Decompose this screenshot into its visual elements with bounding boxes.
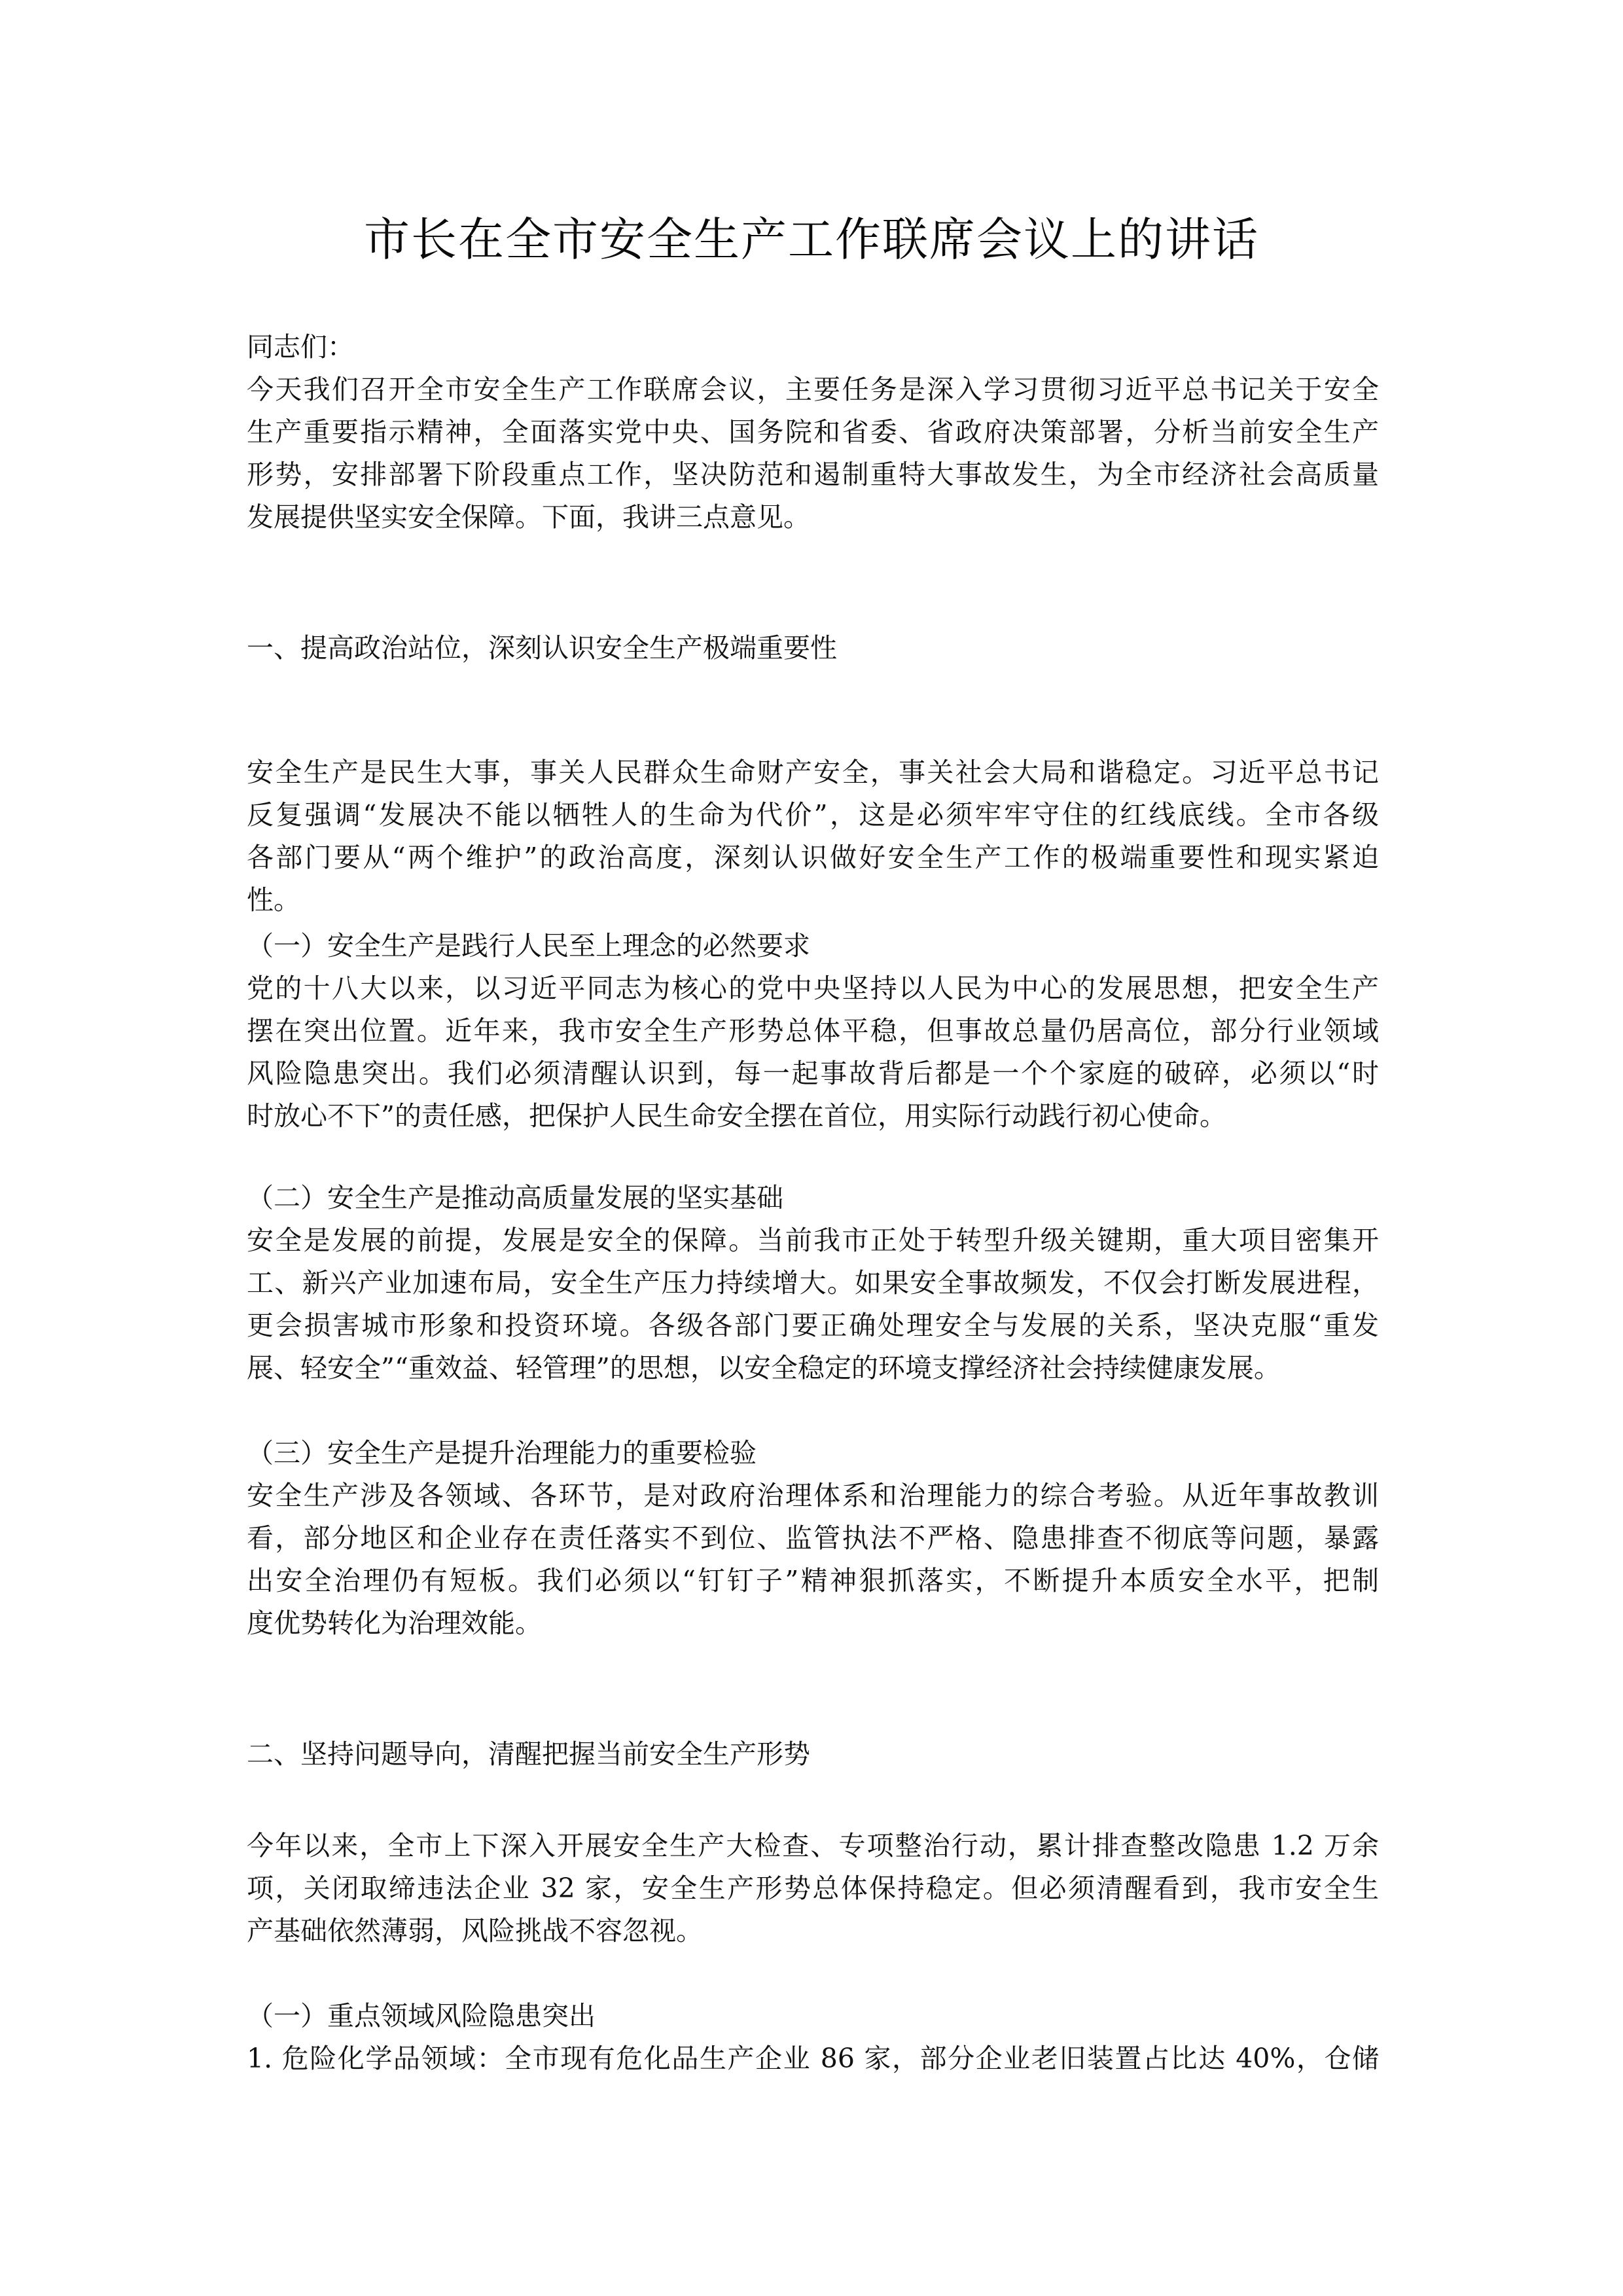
- subsection-2-1-heading: （一）重点领域风险隐患突出: [247, 2000, 596, 2032]
- subsection-1-1-heading: （一）安全生产是践行人民至上理念的必然要求: [247, 930, 810, 961]
- paragraph-line: 1. 危险化学品领域：全市现有危化品生产企业 86 家，部分企业老旧装置占比达 40%，仓储: [247, 2043, 1379, 2074]
- paragraph-line: 形势，安排部署下阶段重点工作，坚决防范和遏制重特大事故发生，为全市经济社会高质量: [247, 459, 1379, 490]
- document-title: 市长在全市安全生产工作联席会议上的讲话: [364, 213, 1259, 266]
- paragraph-line: 生产重要指示精神，全面落实党中央、国务院和省委、省政府决策部署，分析当前安全生产: [247, 416, 1379, 448]
- subsection-1-2-paragraph: [247, 1219, 1379, 1390]
- paragraph-line: 工、新兴产业加速布局，安全生产压力持续增大。如果安全事故频发，不仅会打断发展进程，: [247, 1267, 1379, 1299]
- section-1-paragraph: [247, 751, 1379, 922]
- paragraph-line: 产基础依然薄弱，风险挑战不容忽视。: [247, 1915, 703, 1946]
- paragraph-line: 党的十八大以来，以习近平同志为核心的党中央坚持以人民为中心的发展思想，把安全生产: [247, 973, 1379, 1004]
- paragraph-line: 安全生产是民生大事，事关人民群众生命财产安全，事关社会大局和谐稳定。习近平总书记: [247, 757, 1379, 788]
- paragraph-line: 度优势转化为治理效能。: [247, 1607, 542, 1639]
- section-1-heading: 一、提高政治站位，深刻认识安全生产极端重要性: [247, 632, 837, 664]
- paragraph-line: 发展提供坚实安全保障。下面，我讲三点意见。: [247, 501, 810, 533]
- salutation: 同志们：: [247, 331, 354, 363]
- paragraph-line: 展、轻安全”“重效益、轻管理”的思想，以安全稳定的环境支撑经济社会持续健康发展。: [247, 1352, 1281, 1384]
- paragraph-line: 安全生产涉及各领域、各环节，是对政府治理体系和治理能力的综合考验。从近年事故教训: [247, 1480, 1379, 1511]
- paragraph-line: 反复强调“发展决不能以牺牲人的生命为代价”，这是必须牢牢守住的红线底线。全市各级: [247, 799, 1379, 831]
- subsection-1-1-paragraph: [247, 967, 1379, 1138]
- subsection-1-3-paragraph: [247, 1475, 1379, 1645]
- paragraph-line: 各部门要从“两个维护”的政治高度，深刻认识做好安全生产工作的极端重要性和现实紧迫: [247, 842, 1379, 873]
- subsection-1-2-heading: （二）安全生产是推动高质量发展的坚实基础: [247, 1182, 783, 1213]
- paragraph-line: 项，关闭取缔违法企业 32 家，安全生产形势总体保持稳定。但必须清醒看到，我市安全生: [247, 1873, 1379, 1904]
- paragraph-line: 安全是发展的前提，发展是安全的保障。当前我市正处于转型升级关键期，重大项目密集开: [247, 1225, 1379, 1256]
- paragraph-line: 看，部分地区和企业存在责任落实不到位、监管执法不严格、隐患排查不彻底等问题，暴露: [247, 1522, 1379, 1554]
- paragraph-line: 性。: [247, 884, 300, 916]
- paragraph-line: 今天我们召开全市安全生产工作联席会议，主要任务是深入学习贯彻习近平总书记关于安全: [247, 374, 1379, 405]
- paragraph-line: 摆在突出位置。近年来，我市安全生产形势总体平稳，但事故总量仍居高位，部分行业领域: [247, 1015, 1379, 1047]
- paragraph-line: 时放心不下”的责任感，把保护人民生命安全摆在首位，用实际行动践行初心使命。: [247, 1100, 1226, 1132]
- intro-paragraph: [247, 368, 1379, 539]
- subsection-2-1-paragraph: [247, 2037, 1379, 2080]
- section-2-heading: 二、坚持问题导向，清醒把握当前安全生产形势: [247, 1738, 810, 1770]
- subsection-1-3-heading: （三）安全生产是提升治理能力的重要检验: [247, 1437, 757, 1469]
- paragraph-line: 今年以来，全市上下深入开展安全生产大检查、专项整治行动，累计排查整改隐患 1.2 万余: [247, 1830, 1379, 1861]
- paragraph-line: 风险隐患突出。我们必须清醒认识到，每一起事故背后都是一个个家庭的破碎，必须以“时: [247, 1058, 1379, 1089]
- paragraph-line: 出安全治理仍有短板。我们必须以“钉钉子”精神狠抓落实，不断提升本质安全水平，把制: [247, 1565, 1379, 1596]
- section-2-paragraph: [247, 1825, 1379, 1952]
- paragraph-line: 更会损害城市形象和投资环境。各级各部门要正确处理安全与发展的关系，坚决克服“重发: [247, 1310, 1379, 1341]
